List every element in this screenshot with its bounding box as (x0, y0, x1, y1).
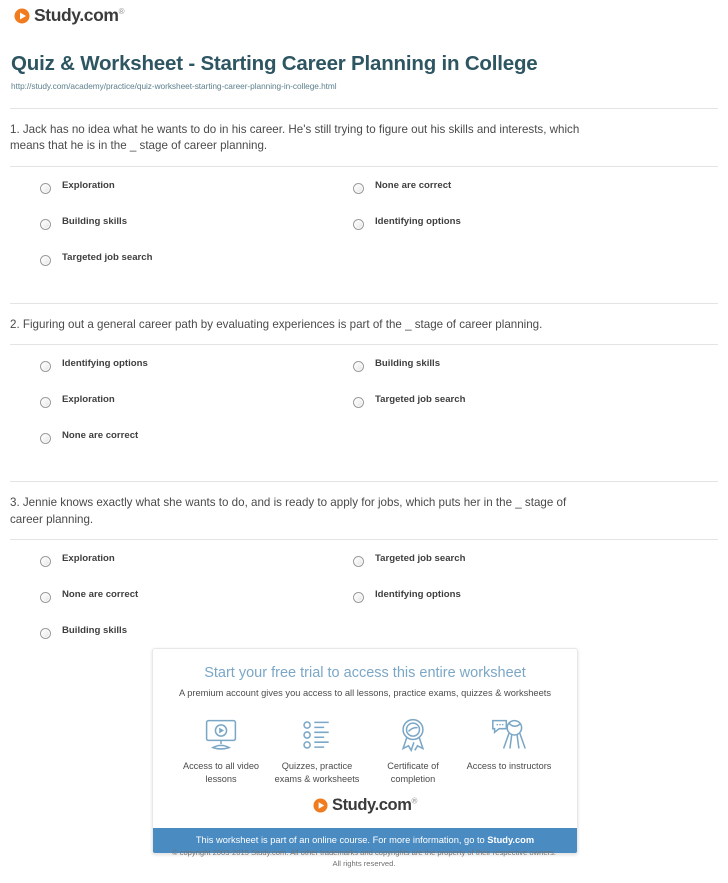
copyright-line-1: © copyright 2003-2015 Study.com. All other trademarks and copyrights are the property of their respective owners. (171, 848, 557, 857)
option-targeted-job-search[interactable] (40, 253, 152, 266)
promo-site-logo[interactable] (167, 797, 563, 814)
radio-button-icon[interactable] (40, 219, 51, 230)
trademark-symbol: ® (411, 796, 418, 806)
play-circle-icon (313, 798, 328, 813)
option-row (0, 590, 728, 626)
option-label: Exploration (62, 179, 115, 191)
option-label: None are correct (375, 179, 452, 191)
option-row (0, 217, 728, 253)
option-building-skills[interactable] (40, 626, 127, 639)
site-logo[interactable] (14, 7, 124, 25)
feature-label: Certificate of completion (387, 761, 439, 784)
option-identifying-options[interactable] (353, 590, 461, 603)
copyright-line-2: All rights reserved. (332, 859, 396, 868)
radio-button-icon[interactable] (353, 556, 364, 567)
page-header (11, 52, 717, 91)
feature-quizzes (269, 715, 365, 785)
radio-button-icon[interactable] (40, 433, 51, 444)
option-label: None are correct (62, 430, 139, 442)
option-label: Identifying options (375, 589, 461, 601)
promo-title: Start your free trial to access this entire worksheet (204, 665, 526, 681)
option-list (0, 167, 728, 303)
option-label: Exploration (62, 394, 115, 406)
feature-video-lessons (173, 715, 269, 785)
question-text: 1. Jack has no idea what he wants to do in his career. He's still trying to figure out his skills and interests, which means that he is in the _ stage of career planning. (10, 123, 580, 153)
radio-button-icon[interactable] (40, 556, 51, 567)
option-label: Identifying options (62, 358, 148, 370)
play-circle-icon (14, 8, 30, 24)
radio-button-icon[interactable] (353, 183, 364, 194)
option-label: Identifying options (375, 215, 461, 227)
monitor-play-icon (173, 715, 269, 755)
feature-certificate (365, 715, 461, 785)
feature-label: Access to instructors (466, 761, 552, 772)
logo-wordmark: Study.com® (34, 5, 125, 25)
option-row (0, 554, 728, 590)
page-title: Quiz & Worksheet - Starting Career Planning in College (11, 52, 538, 75)
option-row (0, 181, 728, 217)
option-label: Targeted job search (62, 251, 153, 263)
question-text: 2. Figuring out a general career path by evaluating experiences is part of the _ stage of career planning. (10, 317, 543, 331)
logo-wordmark: Study.com® (331, 796, 418, 815)
option-targeted-job-search[interactable] (353, 395, 465, 408)
checklist-icon (269, 715, 365, 755)
feature-instructors (461, 715, 557, 772)
option-exploration[interactable] (40, 395, 115, 408)
option-label: Exploration (62, 553, 115, 565)
option-exploration[interactable] (40, 181, 115, 194)
question-text: 3. Jennie knows exactly what she wants to do, and is ready to apply for jobs, which puts her in the _ stage of career planning. (10, 496, 567, 526)
option-row (0, 395, 728, 431)
option-targeted-job-search[interactable] (353, 554, 465, 567)
question-block-2 (0, 304, 728, 481)
award-ribbon-icon (365, 715, 461, 755)
radio-button-icon[interactable] (40, 255, 51, 266)
page-url: http://study.com/academy/practice/quiz-worksheet-starting-career-planning-in-college.html (11, 80, 337, 91)
radio-button-icon[interactable] (40, 183, 51, 194)
radio-button-icon[interactable] (353, 361, 364, 372)
option-exploration[interactable] (40, 554, 115, 567)
radio-button-icon[interactable] (40, 592, 51, 603)
promo-content (153, 649, 577, 828)
option-list (0, 345, 728, 481)
feature-list (167, 715, 563, 785)
promo-bar-link[interactable]: Study.com (487, 834, 535, 845)
radio-button-icon[interactable] (40, 397, 51, 408)
copyright-footer (0, 847, 728, 869)
radio-button-icon[interactable] (353, 219, 364, 230)
option-building-skills[interactable] (40, 217, 127, 230)
question-block-1 (0, 109, 728, 303)
option-building-skills[interactable] (353, 359, 440, 372)
free-trial-promo-box (152, 648, 578, 854)
option-none-are-correct[interactable] (40, 431, 138, 444)
radio-button-icon[interactable] (353, 592, 364, 603)
option-label: Building skills (375, 358, 441, 370)
promo-subtitle: A premium account gives you access to all lessons, practice exams, quizzes & worksheets (178, 688, 552, 699)
option-row (0, 253, 728, 289)
feature-label: Quizzes, practice exams & worksheets (274, 761, 360, 784)
radio-button-icon[interactable] (353, 397, 364, 408)
option-label: Building skills (62, 625, 128, 637)
option-label: Targeted job search (375, 553, 466, 565)
promo-bar-text: This worksheet is part of an online course. For more information, go to (195, 834, 488, 845)
instructor-chat-icon (461, 715, 557, 755)
option-identifying-options[interactable] (40, 359, 148, 372)
option-row (0, 359, 728, 395)
radio-button-icon[interactable] (40, 628, 51, 639)
option-none-are-correct[interactable] (40, 590, 138, 603)
feature-label: Access to all video lessons (182, 761, 260, 784)
option-label: None are correct (62, 589, 139, 601)
option-identifying-options[interactable] (353, 217, 461, 230)
quiz-body (0, 108, 728, 676)
radio-button-icon[interactable] (40, 361, 51, 372)
trademark-symbol: ® (118, 7, 125, 17)
option-label: Building skills (62, 215, 128, 227)
option-label: Targeted job search (375, 394, 466, 406)
option-none-are-correct[interactable] (353, 181, 451, 194)
option-row (0, 431, 728, 467)
